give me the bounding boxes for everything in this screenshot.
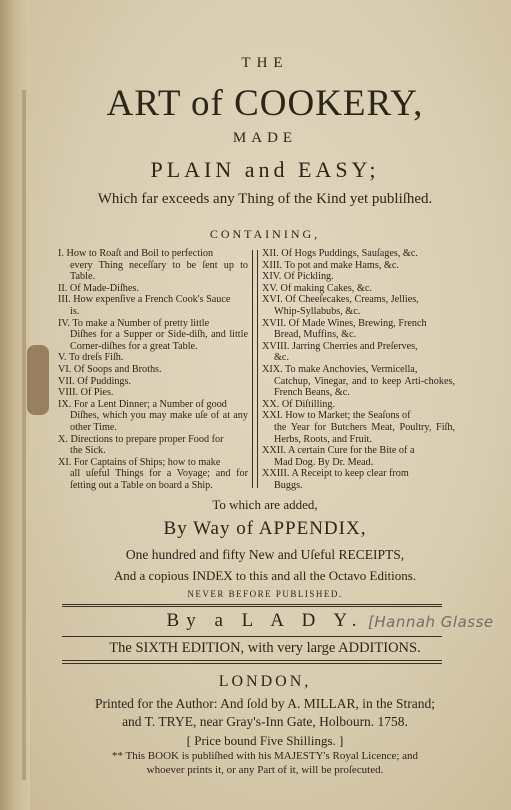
edition-line: The SIXTH EDITION, with very large ADDITIONS. (109, 640, 421, 656)
contents-item-text: For Captains of Ships; how to make (73, 456, 221, 468)
contents-item (262, 364, 455, 399)
contents-item-continuation: the Sick. (70, 445, 106, 457)
contents-item-text: To make a Number of pretty little (72, 317, 210, 329)
licence-line-1: ** This BOOK is publiſhed with his MAJESTY's Royal Licence; and (111, 750, 419, 762)
contents-item (262, 271, 455, 283)
containing-label: CONTAINING, (209, 227, 321, 241)
contents-item (262, 318, 455, 341)
contents-item-text: Of Soops and Broths. (73, 363, 162, 375)
rule-bottom-2 (62, 663, 442, 664)
contents-item (58, 318, 248, 353)
title-main: ART of COOKERY, (106, 83, 424, 124)
contents-item-number: XV. (262, 282, 278, 294)
contents-item-text: How expenſive a French Cook's Sauce (73, 294, 231, 306)
contents-item-text: Of making Cakes, &c. (280, 282, 372, 294)
contents-item-text: To dreſs Fiſh. (68, 352, 124, 364)
title-made: MADE (232, 130, 298, 146)
contents-left-column (58, 248, 248, 491)
contents-item (262, 410, 455, 445)
contents-item-number: XXI. (262, 410, 283, 422)
contents-item-number: XIV. (262, 271, 282, 283)
contents-item-number: VIII. (58, 387, 79, 399)
contents-item (58, 294, 248, 317)
contents-item (58, 399, 248, 434)
contents-item-continuation: Diſhes for a Supper or Side-diſh, and little Corner-diſhes for a great Table. (70, 329, 248, 352)
contents-item-continuation: Diſhes, which you may make uſe of at any other Time. (70, 410, 248, 433)
contents-item-text: Of Made Wines, Brewing, French (288, 317, 427, 329)
contents-item-text: A certain Cure for the Bite of a (288, 445, 415, 457)
contents-item-continuation: is. (70, 305, 80, 317)
contents-item (58, 364, 248, 376)
rule-mid (62, 636, 442, 637)
contents-item (58, 283, 248, 295)
contents-item-continuation: Bread, Muffins, &c. (274, 329, 357, 341)
licence-line-2: whoever prints it, or any Part of it, will be proſecuted. (146, 764, 384, 776)
appendix-intro: To which are added, (212, 497, 318, 512)
contents-item-text: Of Cheeſecakes, Creams, Jellies, (285, 294, 419, 306)
title-the: THE (241, 55, 289, 71)
imprint-printed: Printed for the Author: And ſold by A. MILLAR, in the Strand; (94, 696, 436, 711)
contents-item-text: To pot and make Hams, &c. (284, 259, 399, 271)
contents-item-number: I. (58, 248, 64, 259)
contents-item-number: XI. (58, 456, 72, 468)
contents-item-number: XII. (262, 248, 279, 259)
contents-item (262, 260, 455, 272)
contents-item (262, 294, 455, 317)
contents-item-number: IX. (58, 398, 72, 410)
appendix-heading: By Way of APPENDIX, (163, 518, 367, 539)
contents-item (58, 248, 248, 283)
contents-item-number: XVI. (262, 294, 283, 306)
rule-top-1 (62, 604, 442, 605)
contents-item-number: XIII. (262, 259, 283, 271)
contents-item-continuation: every Thing neceſſary to be ſent up to Table. (70, 259, 248, 283)
contents-item-continuation: Mad Dog. By Dr. Mead. (274, 456, 374, 468)
contents-right-column (262, 248, 455, 491)
column-divider (252, 250, 258, 488)
contents-item-continuation: Buggs. (274, 479, 303, 491)
page-edge (22, 90, 26, 780)
contents-item-continuation: the Year for Butchers Meat, Poultry, Fiſh, Herbs, Roots, and Fruit. (274, 421, 455, 445)
contents-item-number: XXII. (262, 445, 287, 457)
contents-item-text: Of Pies. (80, 387, 114, 399)
contents-item-text: To make Anchovies, Vermicella, (285, 363, 418, 375)
contents-item-text: A Receipt to keep clear from (291, 468, 409, 480)
never-published: NEVER BEFORE PUBLISHED. (187, 589, 343, 599)
contents-item (262, 283, 455, 295)
contents-item-number: II. (58, 282, 68, 294)
contents-item (58, 434, 248, 457)
contents-item (262, 341, 455, 364)
contents-item-number: XVIII. (262, 340, 290, 352)
contents-item-text: How to Market; the Seaſons of (285, 410, 411, 422)
contents-item-text: How to Roaſt and Boil to perfection (66, 248, 214, 259)
imprint-city: LONDON, (218, 673, 312, 690)
contents-item-text: Jarring Cherries and Preſerves, (292, 340, 418, 352)
rule-bottom-1 (62, 660, 442, 661)
contents-item (262, 445, 455, 468)
contents-item-text: Of Puddings. (77, 375, 132, 387)
contents-item-continuation: Whip-Syllabubs, &c. (274, 305, 361, 317)
contents-item (262, 468, 455, 491)
contents-item-number: V. (58, 352, 67, 364)
handwritten-attribution: [Hannah Glasse (368, 613, 494, 631)
rule-top-2 (62, 606, 442, 607)
contents-item-number: XVII. (262, 317, 287, 329)
title-plain-easy: PLAIN and EASY; (150, 157, 380, 182)
imprint-trye: and T. TRYE, near Gray's-Inn Gate, Holbourn. 1758. (122, 714, 408, 729)
contents-item (262, 248, 455, 260)
contents-item-continuation: &c. (274, 352, 289, 364)
contents-item-text: Of Diſtilling. (281, 398, 336, 410)
contents-item (58, 352, 248, 364)
contents-item-continuation: Catchup, Vinegar, and to keep Arti-chokes, French Beans, &c. (274, 375, 455, 399)
contents-item-text: Directions to prepare proper Food for (70, 433, 224, 445)
appendix-receipts: One hundred and fifty New and Uſeful RECEIPTS, (125, 547, 405, 562)
contents-item-text: Of Pickling. (283, 271, 334, 283)
contents-item (58, 457, 248, 492)
contents-item-text: For a Lent Dinner; a Number of good (73, 398, 227, 410)
subtitle: Which far exceeds any Thing of the Kind yet publiſhed. (97, 191, 433, 207)
paper-stain (27, 345, 49, 415)
contents-item (262, 399, 455, 411)
contents-item (58, 376, 248, 388)
appendix-index: And a copious INDEX to this and all the Octavo Editions. (113, 568, 417, 583)
contents-item-number: VI. (58, 363, 72, 375)
contents-item-number: XXIII. (262, 468, 290, 480)
contents-item-number: VII. (58, 375, 75, 387)
contents-item-continuation: all uſeful Things for a Voyage; and for ſetting out a Table on board a Ship. (70, 468, 248, 491)
contents-item-text: Of Made-Diſhes. (69, 282, 139, 294)
imprint-price: [ Price bound Five Shillings. ] (186, 733, 344, 748)
contents-item-number: IV. (58, 317, 70, 329)
author-line: By a L A D Y. (166, 610, 364, 631)
contents-item-text: Of Hogs Puddings, Sauſages, &c. (281, 248, 418, 259)
contents-item-number: X. (58, 433, 68, 445)
contents-item-number: III. (58, 294, 71, 306)
contents-item-number: XX. (262, 398, 280, 410)
contents-item (58, 387, 248, 399)
contents-item-number: XIX. (262, 363, 283, 375)
